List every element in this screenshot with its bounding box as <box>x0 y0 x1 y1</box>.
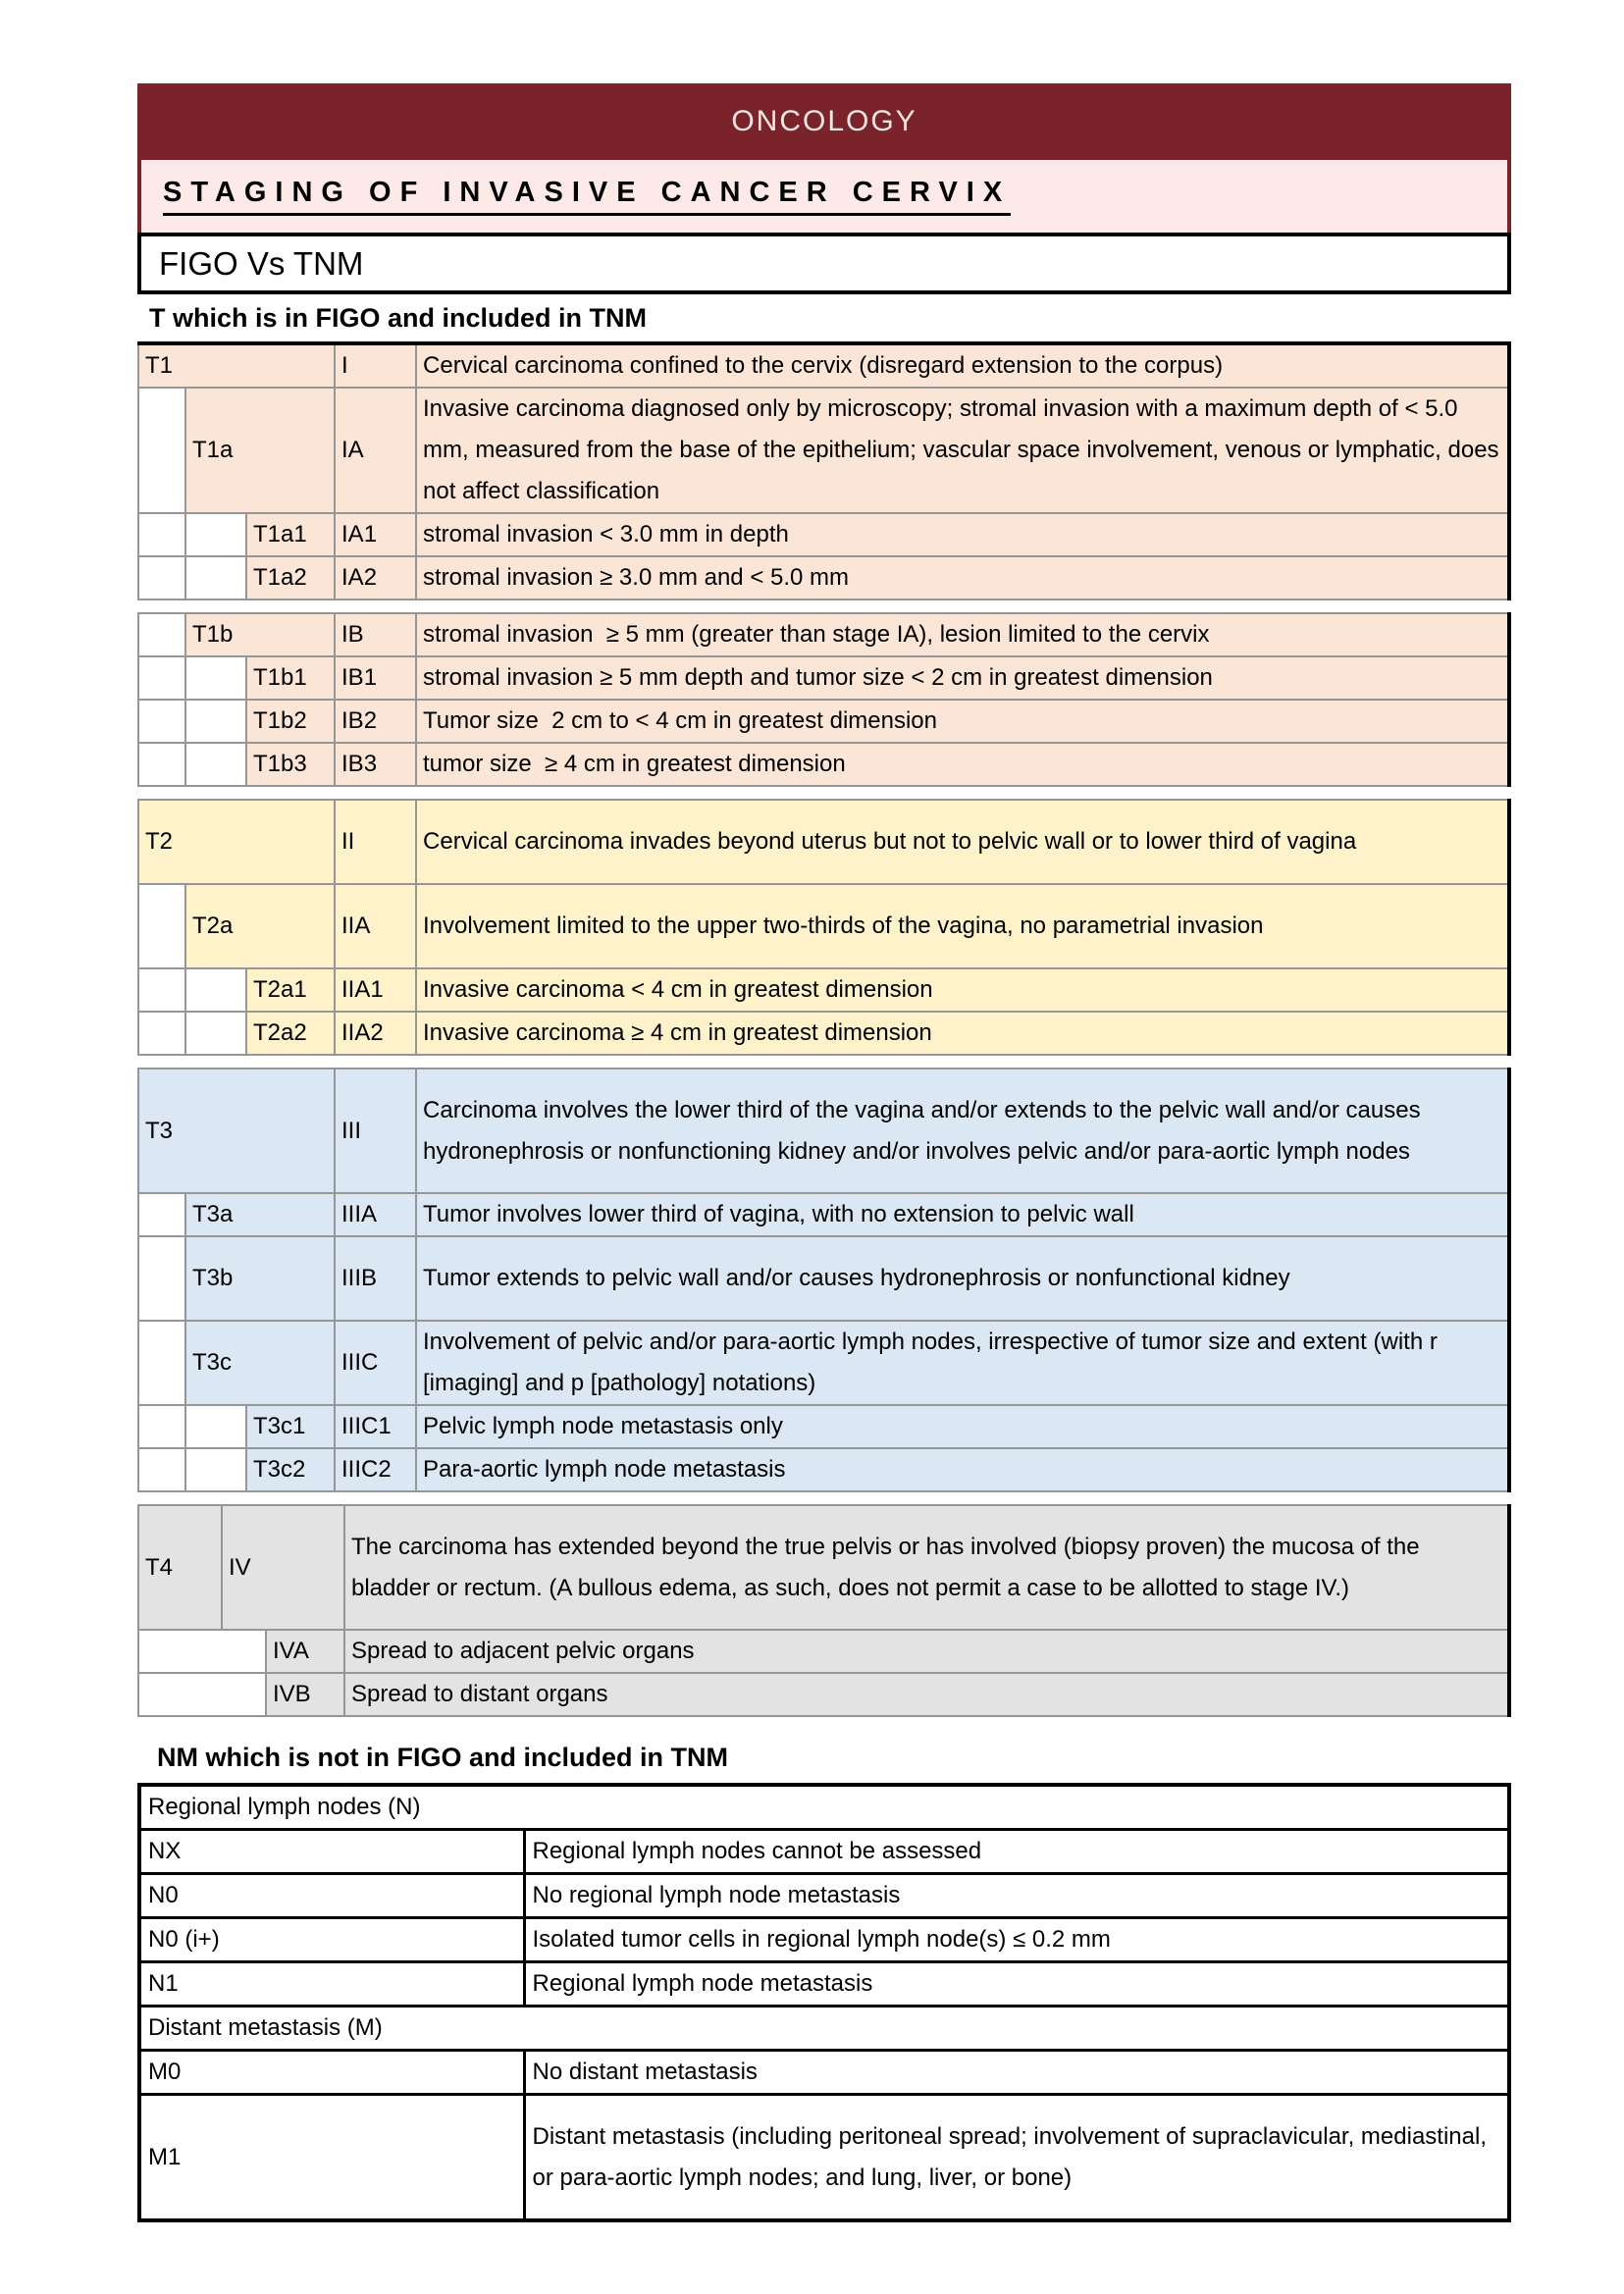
nm-table <box>137 1783 1511 2222</box>
figo-stage-cell: IA1 <box>335 513 416 556</box>
table-row <box>139 1785 1509 1830</box>
figo-stage-cell: II <box>335 800 416 884</box>
table-row <box>138 700 1509 743</box>
figo-stage-cell: IB <box>335 613 416 656</box>
figo-stage-cell: IIIC1 <box>335 1405 416 1448</box>
description-cell: Cervical carcinoma confined to the cervix (disregard extension to the corpus) <box>416 343 1509 388</box>
description-cell: Pelvic lymph node metastasis only <box>416 1405 1509 1448</box>
nm-label-cell: NX <box>139 1830 524 1874</box>
description-cell: tumor size ≥ 4 cm in greatest dimension <box>416 743 1509 786</box>
figo-stage-cell: IB1 <box>335 656 416 700</box>
table-row <box>139 2007 1509 2051</box>
table-row <box>139 2095 1509 2221</box>
indent-cell <box>138 1321 185 1405</box>
tnm-label-cell: T2a1 <box>246 968 335 1012</box>
indent-cell <box>138 1673 266 1716</box>
description-cell: Involvement limited to the upper two-thirds of the vagina, no parametrial invasion <box>416 884 1509 968</box>
indent-cell <box>185 1405 246 1448</box>
description-cell: Carcinoma involves the lower third of the vagina and/or extends to the pelvic wall and/or causes hydronephrosis or nonfunctioning kidney and/or involves pelvic and/or para-aortic lymph nodes <box>416 1069 1509 1193</box>
figo-stage-cell: IA2 <box>335 556 416 600</box>
nm-section-row-label: Regional lymph nodes (N) <box>139 1785 1509 1830</box>
tnm-label-cell: T1a <box>185 388 335 513</box>
table-row <box>138 1448 1509 1491</box>
description-cell: Cervical carcinoma invades beyond uterus but not to pelvic wall or to lower third of vagina <box>416 800 1509 884</box>
description-cell: Para-aortic lymph node metastasis <box>416 1448 1509 1491</box>
table-row <box>138 968 1509 1012</box>
table-row <box>138 1505 1509 1630</box>
tnm-label-cell: T1b2 <box>246 700 335 743</box>
table-row <box>139 2051 1509 2095</box>
figo-stage-cell: IA <box>335 388 416 513</box>
table-row <box>138 884 1509 968</box>
figo-stage-cell: IVA <box>266 1630 344 1673</box>
nm-description-cell: No regional lymph node metastasis <box>524 1874 1509 1918</box>
indent-cell <box>185 968 246 1012</box>
figo-stage-cell: IIA1 <box>335 968 416 1012</box>
document-content <box>137 83 1511 2222</box>
figo-stage-cell: I <box>335 343 416 388</box>
tnm-label-cell: T3c1 <box>246 1405 335 1448</box>
indent-cell <box>138 1630 266 1673</box>
indent-cell <box>138 556 185 600</box>
description-cell: Invasive carcinoma diagnosed only by microscopy; stromal invasion with a maximum depth of < 5.0 mm, measured from the base of the epithelium; vascular space involvement, venous or lymphatic, does not affect classification <box>416 388 1509 513</box>
indent-cell <box>138 1012 185 1055</box>
banner-title: ONCOLOGY <box>731 105 917 137</box>
indent-cell <box>138 1448 185 1491</box>
indent-cell <box>138 743 185 786</box>
nm-section-heading: NM which is not in FIGO and included in TNM <box>157 1743 728 1772</box>
table-row <box>138 513 1509 556</box>
figo-stage-cell: IB2 <box>335 700 416 743</box>
nm-section-row-label: Distant metastasis (M) <box>139 2007 1509 2051</box>
tnm-label-cell: T3a <box>185 1193 335 1236</box>
indent-cell <box>138 656 185 700</box>
figo-stage-cell: IIA2 <box>335 1012 416 1055</box>
table-row <box>138 343 1509 388</box>
nm-label-cell: M0 <box>139 2051 524 2095</box>
figo-stage-cell: IV <box>222 1505 344 1630</box>
table-row <box>138 656 1509 700</box>
figo-stage-cell: IVB <box>266 1673 344 1716</box>
table-row <box>139 1874 1509 1918</box>
description-cell: Spread to distant organs <box>344 1673 1509 1716</box>
oncology-banner <box>137 83 1511 160</box>
description-cell: Tumor involves lower third of vagina, with no extension to pelvic wall <box>416 1193 1509 1236</box>
tnm-label-cell: T3c <box>185 1321 335 1405</box>
table-row <box>138 1405 1509 1448</box>
table-row <box>138 800 1509 884</box>
staging-title-bar <box>137 160 1511 233</box>
table-row <box>138 1630 1509 1673</box>
nm-description-cell: Regional lymph nodes cannot be assessed <box>524 1830 1509 1874</box>
description-cell: Involvement of pelvic and/or para-aortic lymph nodes, irrespective of tumor size and extent (with r [imaging] and p [pathology] notations) <box>416 1321 1509 1405</box>
nm-description-cell: Regional lymph node metastasis <box>524 1962 1509 2007</box>
indent-cell <box>185 556 246 600</box>
indent-cell <box>185 1012 246 1055</box>
description-cell: stromal invasion ≥ 5 mm depth and tumor size < 2 cm in greatest dimension <box>416 656 1509 700</box>
indent-cell <box>185 743 246 786</box>
tnm-label-cell: T1 <box>138 343 335 388</box>
indent-cell <box>185 513 246 556</box>
description-cell: Invasive carcinoma ≥ 4 cm in greatest dimension <box>416 1012 1509 1055</box>
tnm-label-cell: T3 <box>138 1069 335 1193</box>
description-cell: stromal invasion < 3.0 mm in depth <box>416 513 1509 556</box>
table-row <box>139 1962 1509 2007</box>
table-row <box>138 1321 1509 1405</box>
indent-cell <box>185 1448 246 1491</box>
table-row <box>138 743 1509 786</box>
indent-cell <box>138 968 185 1012</box>
tnm-label-cell: T1a1 <box>246 513 335 556</box>
tnm-label-cell: T1b <box>185 613 335 656</box>
nm-label-cell: N1 <box>139 1962 524 2007</box>
description-cell: Spread to adjacent pelvic organs <box>344 1630 1509 1673</box>
tnm-label-cell: T3b <box>185 1236 335 1321</box>
tnm-label-cell: T1b1 <box>246 656 335 700</box>
table-row <box>138 613 1509 656</box>
indent-cell <box>185 656 246 700</box>
indent-cell <box>138 700 185 743</box>
table-row <box>138 1236 1509 1321</box>
description-cell: Invasive carcinoma < 4 cm in greatest dimension <box>416 968 1509 1012</box>
tnm-label-cell: T4 <box>138 1505 222 1630</box>
tnm-label-cell: T2a <box>185 884 335 968</box>
nm-description-cell: Distant metastasis (including peritoneal spread; involvement of supraclavicular, mediastinal, or para-aortic lymph nodes; and lung, liver, or bone) <box>524 2095 1509 2221</box>
indent-cell <box>138 1405 185 1448</box>
tnm-label-cell: T2a2 <box>246 1012 335 1055</box>
nm-description-cell: Isolated tumor cells in regional lymph node(s) ≤ 0.2 mm <box>524 1918 1509 1962</box>
table-row <box>138 1069 1509 1193</box>
indent-cell <box>138 884 185 968</box>
nm-description-cell: No distant metastasis <box>524 2051 1509 2095</box>
figo-stage-cell: IIIC2 <box>335 1448 416 1491</box>
table-row <box>138 1193 1509 1236</box>
tnm-label-cell: T3c2 <box>246 1448 335 1491</box>
figo-stage-cell: IIIA <box>335 1193 416 1236</box>
figo-stage-cell: IIA <box>335 884 416 968</box>
t-staging-block-1 <box>137 341 1511 600</box>
description-cell: Tumor extends to pelvic wall and/or causes hydronephrosis or nonfunctional kidney <box>416 1236 1509 1321</box>
figo-stage-cell: III <box>335 1069 416 1193</box>
table-row <box>139 1918 1509 1962</box>
t-staging-block-5 <box>137 1504 1511 1717</box>
table-row <box>138 1673 1509 1716</box>
figo-stage-cell: IIIC <box>335 1321 416 1405</box>
table-row <box>138 388 1509 513</box>
indent-cell <box>138 513 185 556</box>
description-cell: stromal invasion ≥ 5 mm (greater than stage IA), lesion limited to the cervix <box>416 613 1509 656</box>
comparison-label: FIGO Vs TNM <box>159 244 364 282</box>
t-staging-block-3 <box>137 799 1511 1056</box>
indent-cell <box>138 613 185 656</box>
tnm-label-cell: T1b3 <box>246 743 335 786</box>
t-staging-block-2 <box>137 612 1511 787</box>
indent-cell <box>138 388 185 513</box>
table-row <box>138 556 1509 600</box>
description-cell: Tumor size 2 cm to < 4 cm in greatest dimension <box>416 700 1509 743</box>
tnm-label-cell: T2 <box>138 800 335 884</box>
t-section-heading: T which is in FIGO and included in TNM <box>149 303 648 333</box>
indent-cell <box>138 1236 185 1321</box>
nm-label-cell: N0 <box>139 1874 524 1918</box>
tnm-label-cell: T1a2 <box>246 556 335 600</box>
table-row <box>139 1830 1509 1874</box>
indent-cell <box>138 1193 185 1236</box>
figo-vs-tnm-box <box>137 233 1511 294</box>
t-staging-block-4 <box>137 1068 1511 1492</box>
indent-cell <box>185 700 246 743</box>
description-cell: The carcinoma has extended beyond the true pelvis or has involved (biopsy proven) the mucosa of the bladder or rectum. (A bullous edema, as such, does not permit a case to be allotted to stage IV.) <box>344 1505 1509 1630</box>
figo-stage-cell: IIIB <box>335 1236 416 1321</box>
nm-label-cell: M1 <box>139 2095 524 2221</box>
page-title: STAGING OF INVASIVE CANCER CERVIX <box>163 177 1011 216</box>
description-cell: stromal invasion ≥ 3.0 mm and < 5.0 mm <box>416 556 1509 600</box>
table-row <box>138 1012 1509 1055</box>
figo-stage-cell: IB3 <box>335 743 416 786</box>
nm-label-cell: N0 (i+) <box>139 1918 524 1962</box>
